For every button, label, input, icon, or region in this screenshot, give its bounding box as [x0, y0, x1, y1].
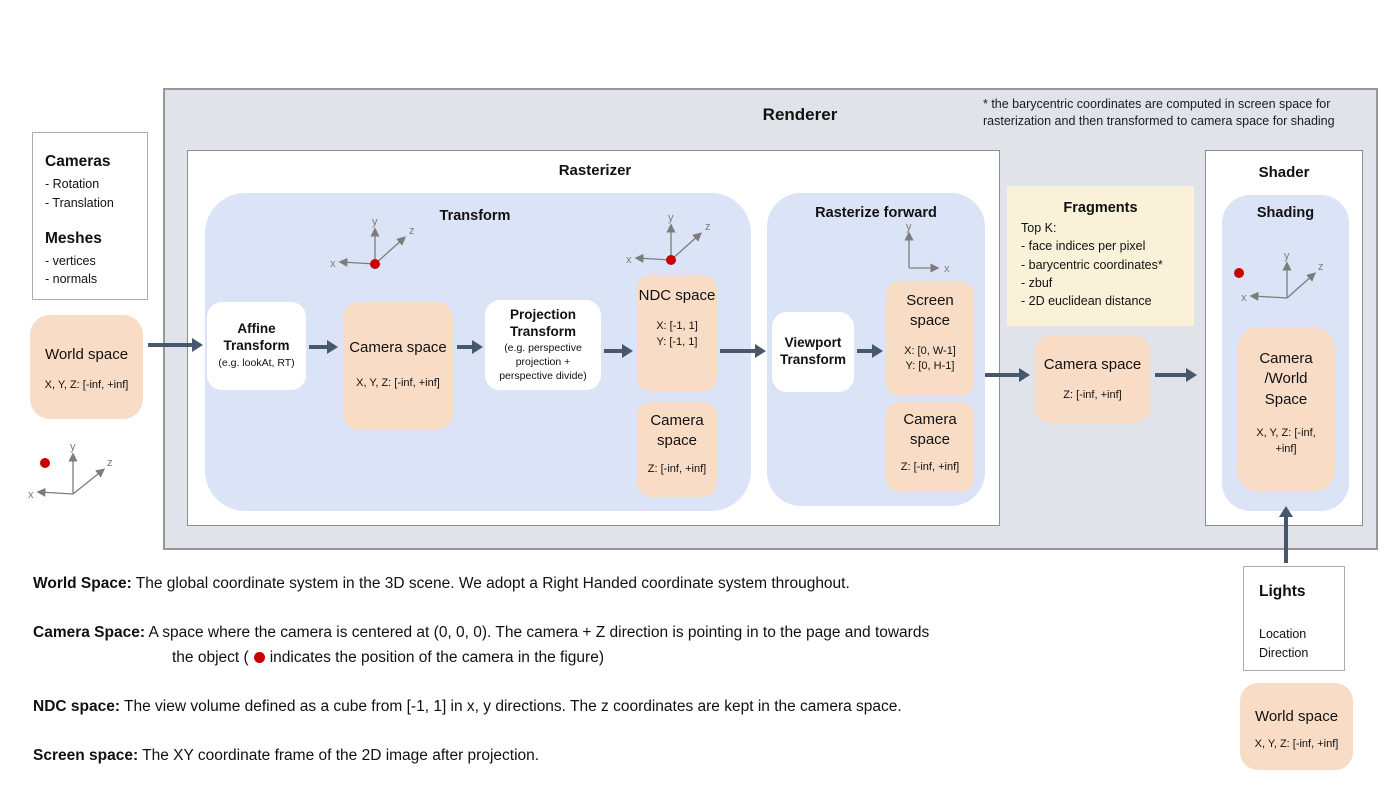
svg-text:x: x: [1241, 292, 1247, 304]
flow-arrow-viewport-to-screen: [857, 349, 872, 353]
svg-text:x: x: [330, 258, 336, 270]
affine-transform-box: Affine Transform (e.g. lookAt, RT): [207, 302, 306, 390]
cameras-item: - Translation: [45, 195, 114, 210]
flow-arrow-ndc-to-viewport: [720, 349, 755, 353]
camera-space-box: Camera space X, Y, Z: [-inf, +inf]: [343, 302, 453, 430]
flow-arrow-world-to-rasterizer: [148, 343, 192, 347]
shading-title: Shading: [1256, 205, 1315, 221]
meshes-title: Meshes: [45, 229, 102, 247]
svg-text:z: z: [107, 457, 113, 469]
lights-item: Direction: [1259, 645, 1309, 660]
definition-world-space: World Space: The global coordinate system in the 3D scene. We adopt a Right Handed coordinate system throughout.: [33, 575, 850, 592]
cameras-meshes-box: [32, 132, 148, 300]
world-space-lights-box: World space X, Y, Z: [-inf, +inf]: [1240, 683, 1353, 770]
viewport-transform-box: Viewport Transform: [772, 312, 854, 392]
cameras-item: - Rotation: [45, 177, 100, 192]
shader-title: Shader: [1258, 164, 1310, 181]
ndc-space-axes-icon: [624, 212, 719, 270]
svg-text:y: y: [906, 222, 912, 233]
fragments-line: - face indices per pixel: [1021, 239, 1146, 254]
camera-space-z-box: Camera space Z: [-inf, +inf]: [886, 402, 974, 492]
svg-text:x: x: [28, 489, 34, 501]
meshes-item: - normals: [45, 272, 98, 287]
fragments-line: - 2D euclidean distance: [1021, 294, 1152, 308]
fragments-line: - zbuf: [1021, 275, 1053, 290]
rasterize-forward-title: Rasterize forward: [815, 205, 937, 221]
svg-text:y: y: [70, 441, 76, 453]
meshes-item: - vertices: [45, 254, 96, 269]
flow-arrow-rasterizer-to-camera: [985, 373, 1019, 377]
camera-space-z-box: Camera space Z: [-inf, +inf]: [637, 402, 717, 497]
transform-title: Transform: [439, 208, 511, 224]
svg-text:z: z: [705, 221, 711, 233]
camera-position-dot: [666, 255, 676, 265]
definition-screen-space: Screen space: The XY coordinate frame of the 2D image after projection.: [33, 747, 540, 764]
lights-box: [1243, 566, 1345, 671]
camera-world-space-box: Camera /World Space X, Y, Z: [-inf, +inf]: [1237, 327, 1335, 492]
fragments-box: Fragments Top K: - face indices per pixel - barycentric coordinates* - zbuf - 2D euclidean distance: [1007, 186, 1194, 326]
rasterizer-title: Rasterizer: [558, 162, 632, 179]
barycentric-note: * the barycentric coordinates are computed in screen space for rasterization and then transformed to camera space for shading: [983, 97, 1335, 128]
world-space-axes-icon: [25, 437, 120, 503]
flow-arrow-camera-to-shader: [1155, 373, 1186, 377]
projection-transform-box: Projection Transform (e.g. perspective projection + perspective divide): [485, 300, 601, 390]
definition-camera-space: Camera Space: A space where the camera is centered at (0, 0, 0). The camera + Z direction is pointing in to the page and towards the object ( indicates the position of the camera in the figure): [33, 624, 930, 666]
camera-position-dot: [40, 458, 50, 468]
svg-text:z: z: [1318, 261, 1324, 273]
camera-position-dot: [1234, 268, 1244, 278]
svg-text:x: x: [944, 263, 950, 275]
cameras-title: Cameras: [45, 153, 111, 170]
fragments-line: Top K:: [1021, 221, 1057, 235]
svg-text:y: y: [668, 212, 674, 224]
ndc-space-box: NDC space X: [-1, 1] Y: [-1, 1]: [637, 275, 717, 392]
lights-item: Location: [1259, 627, 1307, 642]
camera-dot-icon: [254, 652, 265, 663]
svg-text:x: x: [626, 254, 632, 266]
flow-arrow-lights-to-shader: [1284, 517, 1288, 563]
lights-title: Lights: [1259, 583, 1306, 600]
camera-space-output-box: Camera space Z: [-inf, +inf]: [1035, 335, 1150, 423]
camera-space-axes-icon: [328, 216, 423, 274]
flow-arrow-projection-to-ndc: [604, 349, 622, 353]
shading-axes-icon: [1230, 246, 1330, 308]
screen-space-axes-icon: [893, 222, 953, 277]
camera-position-dot: [370, 259, 380, 269]
flow-arrow-affine-to-camera: [309, 345, 327, 349]
svg-text:y: y: [372, 216, 378, 228]
world-space-box: World space X, Y, Z: [-inf, +inf]: [30, 315, 143, 419]
flow-arrow-camera-to-projection: [457, 345, 472, 349]
svg-text:y: y: [1284, 250, 1290, 262]
fragments-line: - barycentric coordinates*: [1021, 257, 1163, 272]
screen-space-box: Screen space X: [0, W-1] Y: [0, H-1]: [886, 281, 974, 396]
definition-ndc-space: NDC space: The view volume defined as a cube from [-1, 1] in x, y directions. The z coordinates are kept in the camera space.: [33, 698, 902, 715]
renderer-title: Renderer: [762, 105, 838, 124]
svg-text:z: z: [409, 225, 415, 237]
